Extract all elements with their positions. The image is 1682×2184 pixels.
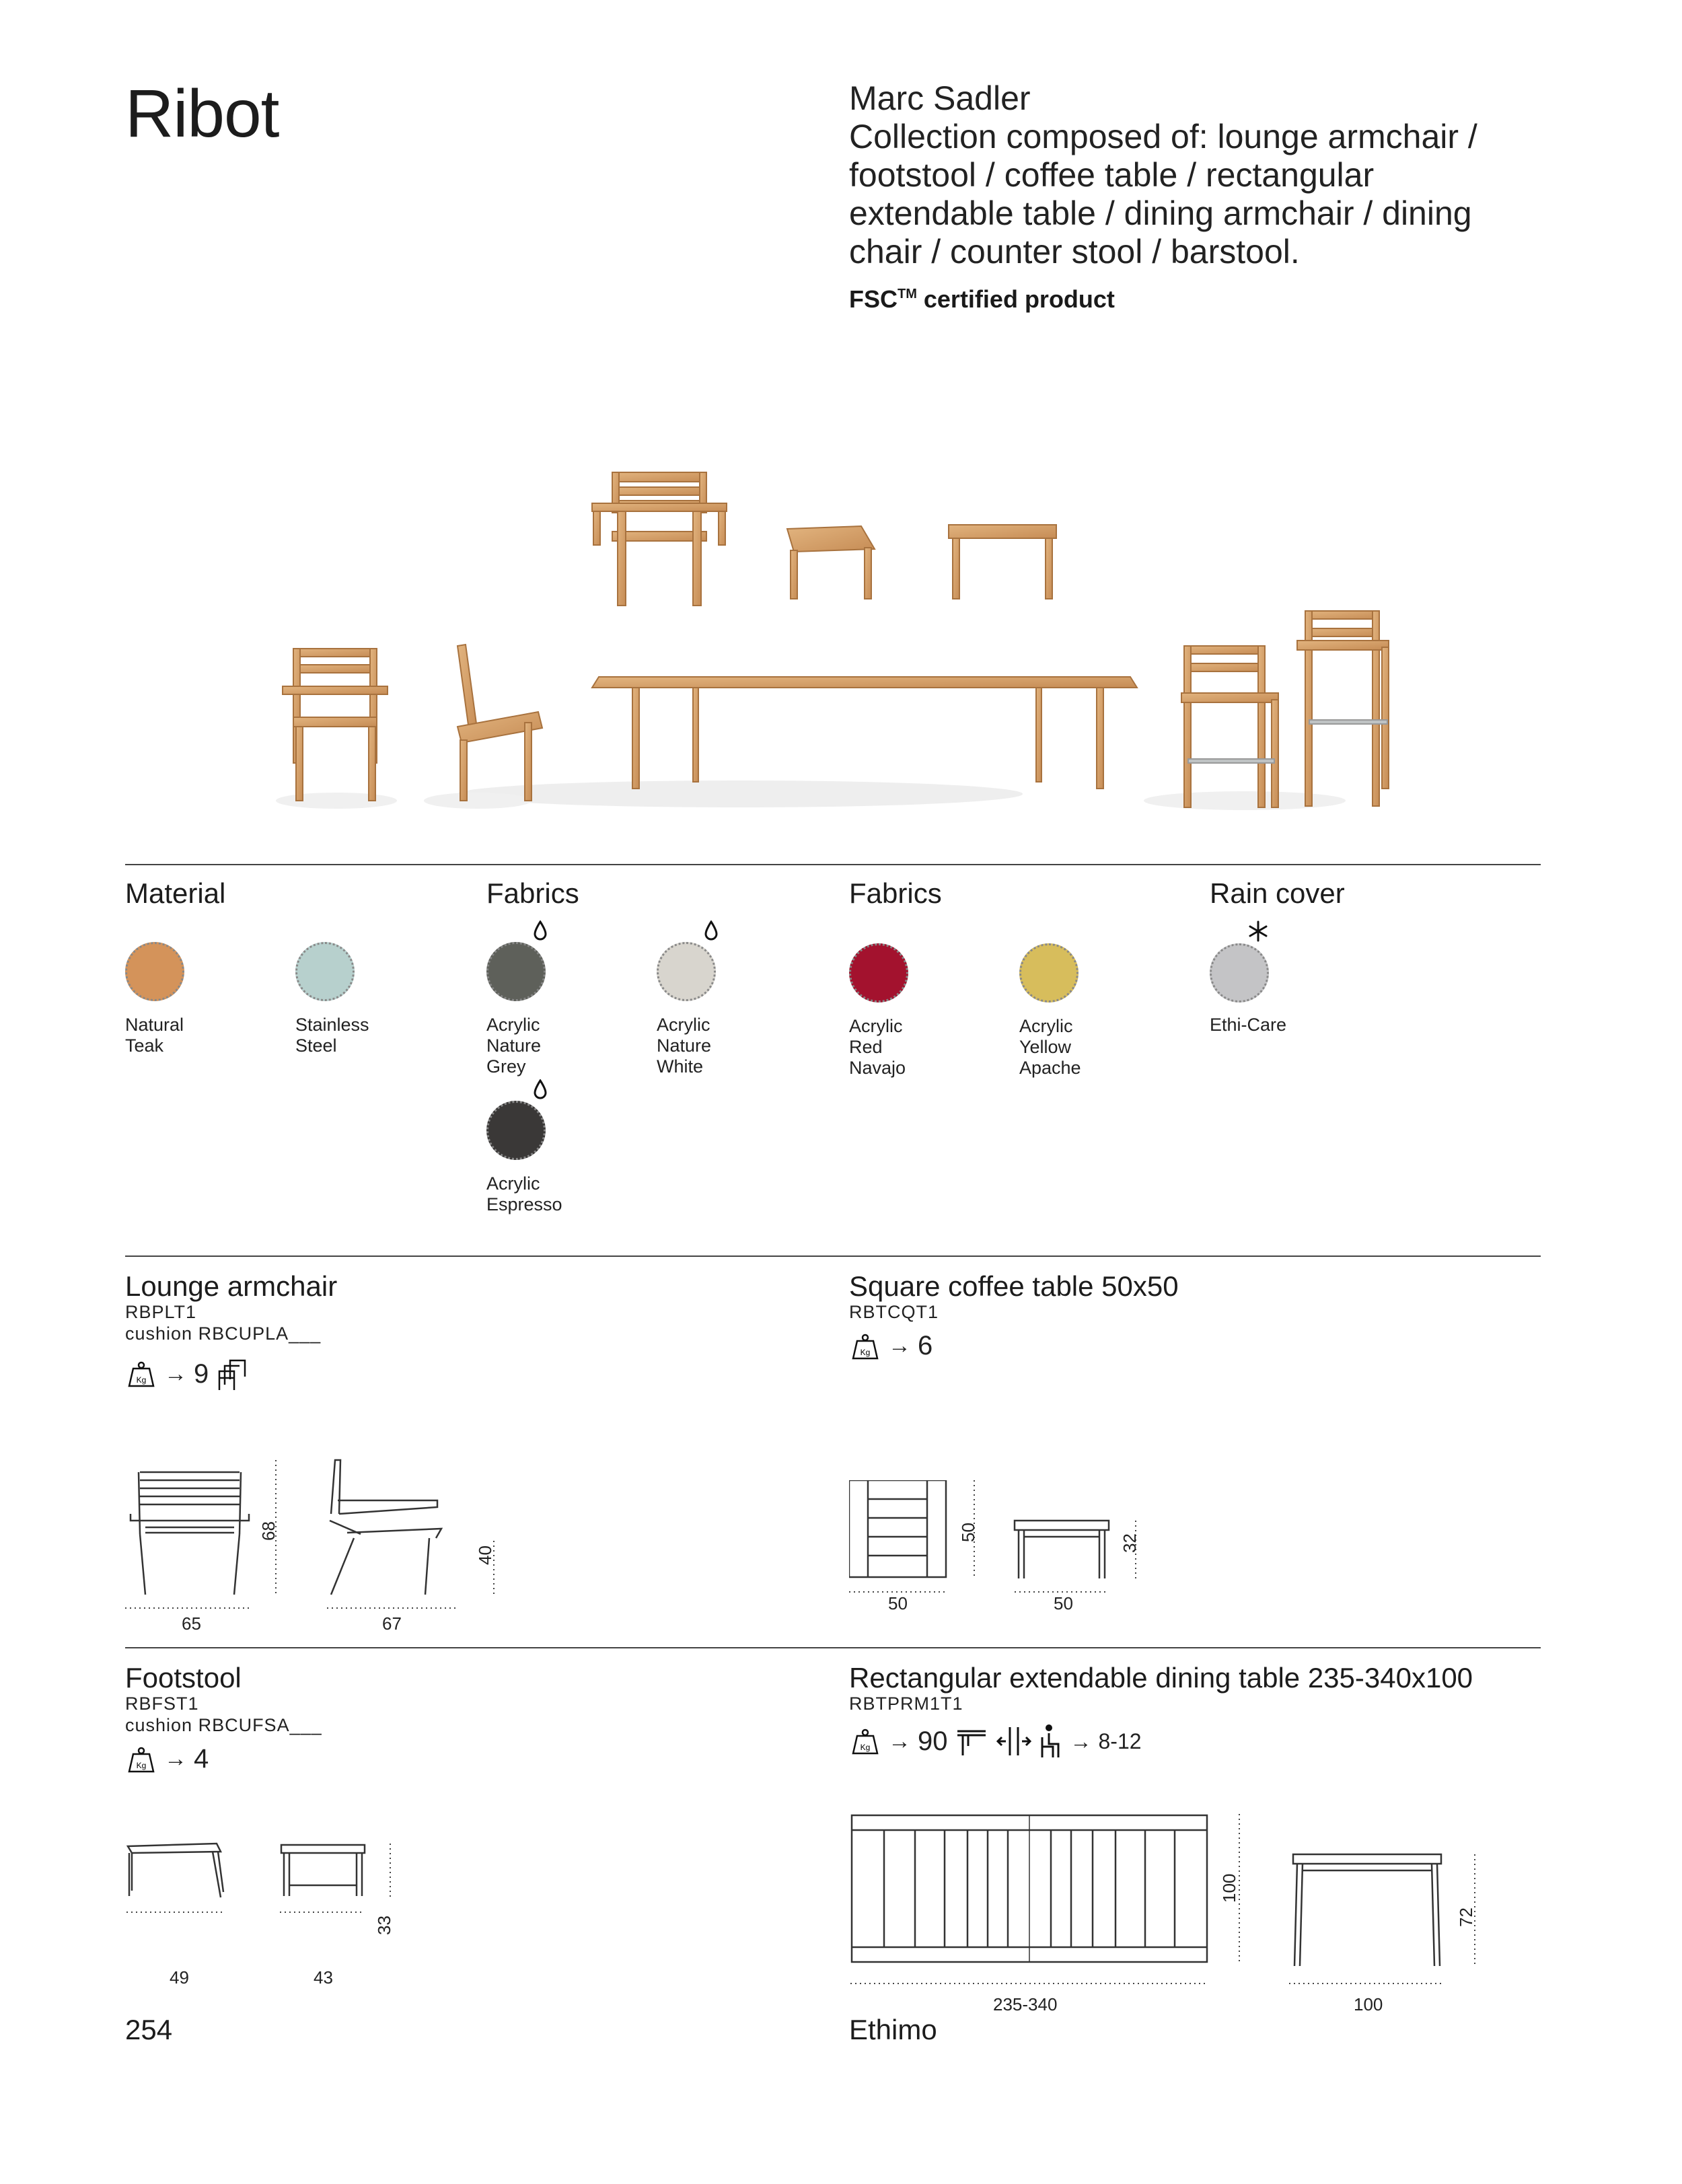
designer-name: Marc Sadler xyxy=(849,79,1031,117)
weight-icon xyxy=(125,1360,157,1387)
dining-table-photo xyxy=(592,677,1137,789)
material-heading: Material xyxy=(125,877,226,909)
footstool-code: RBFST1 xyxy=(125,1694,199,1714)
dim-height: 68 xyxy=(258,1521,279,1541)
brand-name: Ethimo xyxy=(849,2014,937,2045)
lounge-armchair-code: RBPLT1 xyxy=(125,1302,197,1322)
arrow-icon: → xyxy=(164,1746,187,1772)
swatch-stainless-steel xyxy=(295,942,355,1001)
coffee-table-weight: 6 xyxy=(918,1331,933,1360)
seating-capacity-icon xyxy=(1039,1724,1064,1759)
swatch-label-nature-white xyxy=(657,1015,791,1077)
swatch-label-nature-grey xyxy=(486,1015,621,1077)
label-line: Red xyxy=(849,1037,883,1057)
swatch-label-espresso xyxy=(486,1173,621,1215)
dining-table-technical-drawing xyxy=(849,1810,1495,1998)
swatch-acrylic-espresso xyxy=(486,1101,546,1160)
dining-table-title: Rectangular extendable dining table 235-340x100 xyxy=(849,1662,1473,1694)
lounge-armchair-specs xyxy=(125,1356,248,1391)
svg-text:Kg: Kg xyxy=(136,1375,147,1385)
rain-cover-heading: Rain cover xyxy=(1210,877,1345,909)
arrow-icon: → xyxy=(1070,1728,1092,1753)
swatch-acrylic-nature-grey xyxy=(486,942,546,1001)
coffee-table-technical-drawing xyxy=(849,1480,1145,1608)
fsc-rest: certified product xyxy=(916,285,1115,313)
coffee-table-title: Square coffee table 50x50 xyxy=(849,1270,1179,1302)
water-drop-icon xyxy=(533,920,548,941)
dim-top-depth: 100 xyxy=(1219,1873,1239,1903)
swatch-natural-teak xyxy=(125,942,184,1001)
water-drop-icon xyxy=(533,1079,548,1099)
footstool-weight: 4 xyxy=(194,1744,209,1774)
footstool-photo xyxy=(787,526,875,599)
footstool-technical-drawing xyxy=(125,1837,408,1985)
swatch-label-yellow-apache xyxy=(1019,1016,1154,1079)
label-line: Apache xyxy=(1019,1058,1081,1078)
collection-photo xyxy=(256,464,1467,828)
fsc-label: FSC xyxy=(849,285,898,313)
dim-height: 72 xyxy=(1456,1907,1476,1927)
label-line: Acrylic xyxy=(1019,1016,1073,1036)
swatch-ethi-care xyxy=(1210,943,1269,1003)
lounge-armchair-title: Lounge armchair xyxy=(125,1270,338,1302)
label-line: Navajo xyxy=(849,1058,906,1078)
extendable-icon xyxy=(995,1724,1033,1758)
label-line: Acrylic xyxy=(486,1015,540,1035)
fabrics-heading-2: Fabrics xyxy=(849,877,942,909)
dining-chair-photo xyxy=(458,645,542,801)
dining-table-code: RBTPRM1T1 xyxy=(849,1694,963,1714)
label-line: Grey xyxy=(486,1056,526,1077)
swatch-label-stainless-steel xyxy=(295,1015,430,1056)
dining-table-weight: 90 xyxy=(918,1726,948,1756)
dim-depth: 50 xyxy=(1054,1593,1073,1613)
dim-width: 49 xyxy=(170,1967,189,1988)
label-line: Ethi-Care xyxy=(1210,1015,1287,1035)
swatch-acrylic-nature-white xyxy=(657,942,716,1001)
collection-description: Collection composed of: lounge armchair / footstool / coffee table / rectangular extendable table / dining armchair / dining chair / counter stool / barstool. xyxy=(849,118,1477,270)
water-drop-icon xyxy=(704,920,719,941)
dim-seat-height: 40 xyxy=(475,1545,495,1565)
dining-table-specs xyxy=(849,1724,1142,1759)
label-line: Nature xyxy=(486,1035,542,1056)
fabrics-heading-1: Fabrics xyxy=(486,877,579,909)
weight-icon xyxy=(125,1746,157,1773)
label-line: Steel xyxy=(295,1035,337,1056)
dim-depth: 100 xyxy=(1354,1994,1383,2014)
dim-depth: 67 xyxy=(382,1613,402,1634)
footstool-title: Footstool xyxy=(125,1662,242,1694)
dim-width: 65 xyxy=(182,1613,201,1634)
label-line: Acrylic xyxy=(849,1016,903,1036)
label-line: Stainless xyxy=(295,1015,369,1035)
svg-text:Kg: Kg xyxy=(860,1743,871,1752)
table-icon xyxy=(955,1726,988,1757)
weight-icon xyxy=(849,1333,881,1360)
label-line: Natural xyxy=(125,1015,184,1035)
arrow-icon: → xyxy=(888,1728,911,1754)
svg-text:Kg: Kg xyxy=(860,1347,871,1357)
footstool-cushion: cushion RBCUFSA___ xyxy=(125,1715,322,1735)
lounge-armchair-weight: 9 xyxy=(194,1358,209,1389)
swatch-label-ethi-care xyxy=(1210,1015,1344,1035)
fsc-tm: TM xyxy=(898,287,917,301)
divider-products-1 xyxy=(125,1255,1541,1257)
dim-length: 235-340 xyxy=(993,1994,1058,2014)
counter-stool-photo xyxy=(1181,646,1278,807)
fsc-certification xyxy=(849,285,1115,314)
footstool-specs xyxy=(125,1744,209,1774)
dim-height: 33 xyxy=(374,1916,394,1935)
divider-finishes xyxy=(125,864,1541,865)
divider-products-2 xyxy=(125,1647,1541,1648)
arrow-icon: → xyxy=(888,1333,911,1358)
label-line: Acrylic xyxy=(657,1015,710,1035)
label-line: Nature xyxy=(657,1035,712,1056)
page-title: Ribot xyxy=(125,76,279,151)
svg-text:Kg: Kg xyxy=(136,1760,147,1770)
lounge-armchair-technical-drawing xyxy=(125,1453,502,1615)
dining-table-seats: 8-12 xyxy=(1098,1728,1142,1753)
label-line: Acrylic xyxy=(486,1173,540,1194)
swatch-label-red-navajo xyxy=(849,1016,984,1079)
coffee-table-photo xyxy=(949,525,1056,599)
dim-width: 50 xyxy=(888,1593,908,1613)
stackable-icon xyxy=(215,1356,248,1391)
barstool-photo xyxy=(1297,611,1389,806)
dim-height: 32 xyxy=(1120,1533,1140,1553)
dim-top-depth: 50 xyxy=(958,1523,978,1542)
label-line: Yellow xyxy=(1019,1037,1072,1057)
coffee-table-specs xyxy=(849,1331,933,1361)
swatch-label-natural-teak xyxy=(125,1015,260,1056)
label-line: Espresso xyxy=(486,1194,562,1214)
arrow-icon: → xyxy=(164,1360,187,1387)
snowflake-icon xyxy=(1247,920,1269,942)
swatch-acrylic-red-navajo xyxy=(849,943,908,1003)
label-line: Teak xyxy=(125,1035,164,1056)
label-line: White xyxy=(657,1056,704,1077)
weight-icon xyxy=(849,1728,881,1755)
coffee-table-code: RBTCQT1 xyxy=(849,1302,939,1322)
page-number: 254 xyxy=(125,2014,173,2045)
lounge-armchair-photo xyxy=(592,472,727,606)
dim-depth: 43 xyxy=(314,1967,333,1988)
lounge-armchair-cushion: cushion RBCUPLA___ xyxy=(125,1323,322,1344)
dining-armchair-photo xyxy=(283,649,388,801)
swatch-acrylic-yellow-apache xyxy=(1019,943,1078,1003)
